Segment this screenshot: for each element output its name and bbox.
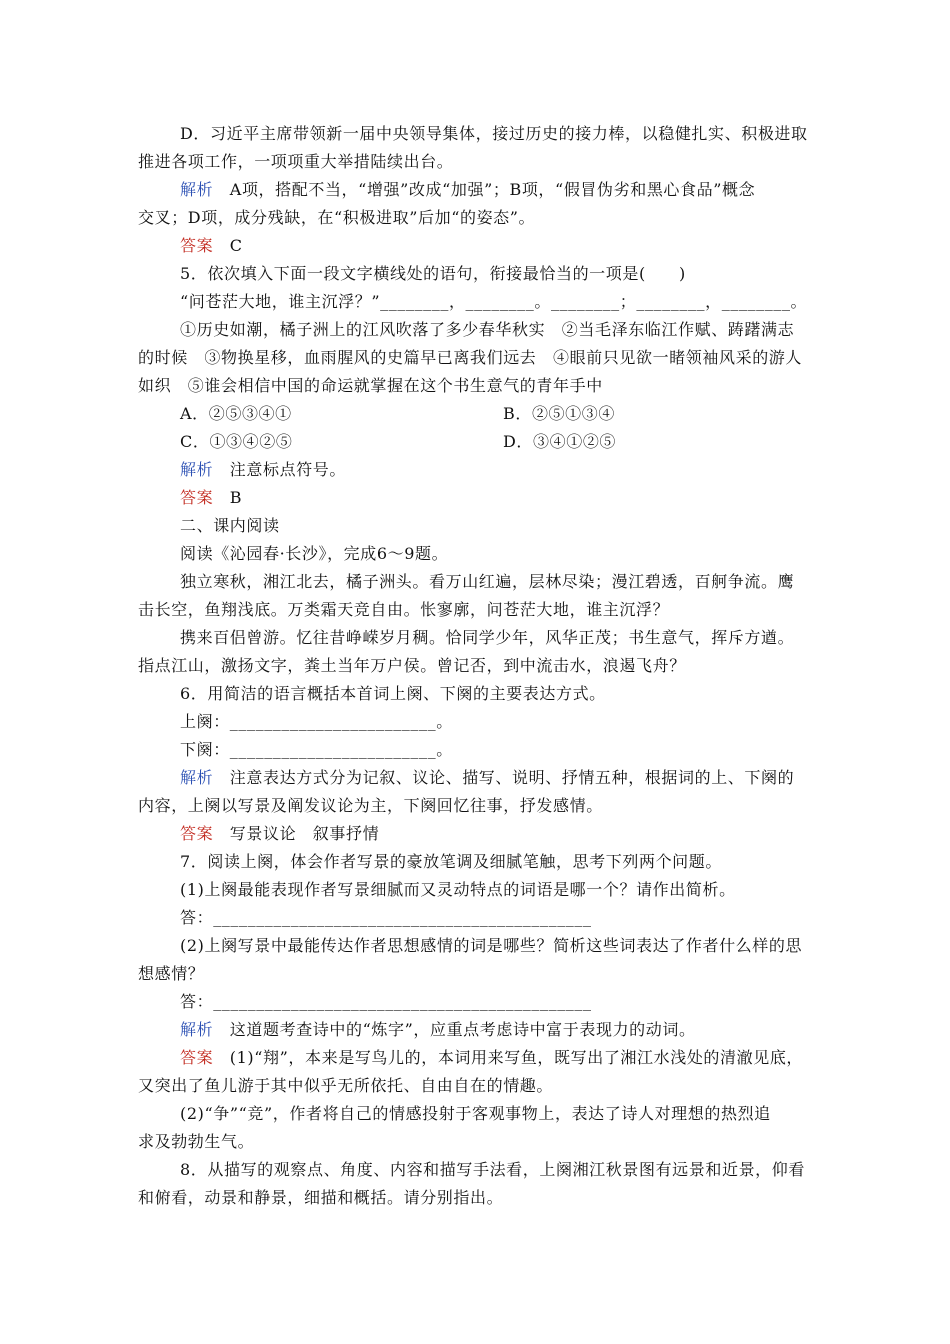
option-d-line-2: 推进各项工作，一项项重大举措陆续出台。 <box>138 152 454 171</box>
poem-line-3: 携来百侣曾游。忆往昔峥嵘岁月稠。恰同学少年，风华正茂；书生意气，挥斥方遒。 <box>180 628 795 647</box>
q5-stem: 5．依次填入下面一段文字横线处的语句，衔接最恰当的一项是( ) <box>180 264 686 283</box>
poem-line-1: 独立寒秋，湘江北去，橘子洲头。看万山红遍，层林尽染；漫江碧透，百舸争流。鹰 <box>180 572 795 591</box>
q7-answer-line-2: 又突出了鱼儿游于其中似乎无所依托、自由自在的情趣。 <box>138 1076 554 1095</box>
q7-sub-2-answer-blank: 答：____________________________________________ <box>180 992 592 1011</box>
q6-upper-blank: 上阕：________________________。 <box>180 712 453 731</box>
answer-label: 答案 <box>180 236 214 255</box>
q7-sub-1: (1)上阕最能表现作者写景细腻而又灵动特点的词语是哪一个？请作出简析。 <box>180 880 736 899</box>
q7-answer-line-1 <box>180 1048 803 1068</box>
q5-options-line-3: 如织 ⑤谁会相信中国的命运就掌握在这个书生意气的青年手中 <box>138 376 603 395</box>
q7-answer-line-3: (2)“争”“竞”，作者将自己的情感投射于客观事物上，表达了诗人对理想的热烈追 <box>180 1104 771 1123</box>
answer-label: 答案 <box>180 488 214 507</box>
q6-analysis-line-2: 内容，上阕以写景及阐发议论为主，下阕回忆往事，抒发感情。 <box>138 796 603 815</box>
q4-analysis-line-1 <box>180 180 755 200</box>
q7-answer-line-4: 求及勃勃生气。 <box>138 1132 255 1151</box>
analysis-label: 解析 <box>180 460 214 479</box>
analysis-text: 注意标点符号。 <box>213 460 347 479</box>
analysis-text: A项，搭配不当，“增强”改成“加强”；B项，“假冒伪劣和黑心食品”概念 <box>213 180 756 199</box>
section-heading: 二、课内阅读 <box>180 516 280 535</box>
answer-text: B <box>213 488 243 507</box>
q5-options-line-2: 的时候 ③物换星移，血雨腥风的史篇早已离我们远去 ④眼前只见欲一睹领袖风采的游人 <box>138 348 803 367</box>
q4-answer <box>180 236 243 256</box>
answer-text: (1)“翔”，本来是写鸟儿的，本词用来写鱼，既写出了湘江水浅处的清澈见底， <box>213 1048 804 1067</box>
q4-analysis-line-2: 交叉；D项，成分残缺，在“积极进取”后加“的姿态”。 <box>138 208 536 227</box>
q7-sub-2-line-2: 想感情？ <box>138 964 205 983</box>
analysis-label: 解析 <box>180 1020 214 1039</box>
q7-stem: 7．阅读上阕，体会作者写景的豪放笔调及细腻笔触，思考下列两个问题。 <box>180 852 722 871</box>
q6-stem: 6．用简洁的语言概括本首词上阕、下阕的主要表达方式。 <box>180 684 606 703</box>
q7-analysis <box>180 1020 696 1040</box>
answer-label: 答案 <box>180 824 214 843</box>
q7-sub-1-answer-blank: 答：____________________________________________ <box>180 908 592 927</box>
q5-choice-c: C．①③④②⑤ <box>180 432 293 451</box>
option-d-line-1: D．习近平主席带领新一届中央领导集体，接过历史的接力棒，以稳健扎实、积极进取 <box>180 124 808 143</box>
analysis-label: 解析 <box>180 180 214 199</box>
q6-lower-blank: 下阕：________________________。 <box>180 740 453 759</box>
q5-analysis <box>180 460 346 480</box>
answer-text: C <box>213 236 243 255</box>
poem-line-2: 击长空，鱼翔浅底。万类霜天竞自由。怅寥廓，问苍茫大地，谁主沉浮？ <box>138 600 670 619</box>
q8-line-1: 8．从描写的观察点、角度、内容和描写手法看，上阕湘江秋景图有远景和近景，仰看 <box>180 1160 805 1179</box>
q6-analysis-line-1 <box>180 768 794 788</box>
analysis-text: 注意表达方式分为记叙、议论、描写、说明、抒情五种，根据词的上、下阕的 <box>213 768 795 787</box>
analysis-label: 解析 <box>180 768 214 787</box>
analysis-text: 这道题考查诗中的“炼字”，应重点考虑诗中富于表现力的动词。 <box>213 1020 696 1039</box>
q8-line-2: 和俯看，动景和静景，细描和概括。请分别指出。 <box>138 1188 504 1207</box>
q5-answer <box>180 488 242 508</box>
q6-answer <box>180 824 379 844</box>
q5-choice-d: D．③④①②⑤ <box>503 432 617 451</box>
q5-choice-a: A．②⑤③④① <box>180 404 292 423</box>
q5-quote: “问苍茫大地，谁主沉浮？”________，________。________；________，________。 <box>180 292 808 311</box>
answer-label: 答案 <box>180 1048 214 1067</box>
q7-sub-2-line-1: (2)上阕写景中最能传达作者思想感情的词是哪些？简析这些词表达了作者什么样的思 <box>180 936 803 955</box>
reading-intro: 阅读《沁园春·长沙》，完成6～9题。 <box>180 544 449 563</box>
answer-text: 写景议论 叙事抒情 <box>213 824 380 843</box>
q5-choice-b: B．②⑤①③④ <box>503 404 615 423</box>
q5-options-line-1: ①历史如潮，橘子洲上的江风吹落了多少春华秋实 ②当毛泽东临江作赋、踌躇满志 <box>180 320 795 339</box>
poem-line-4: 指点江山，激扬文字，粪土当年万户侯。曾记否，到中流击水，浪遏飞舟？ <box>138 656 686 675</box>
